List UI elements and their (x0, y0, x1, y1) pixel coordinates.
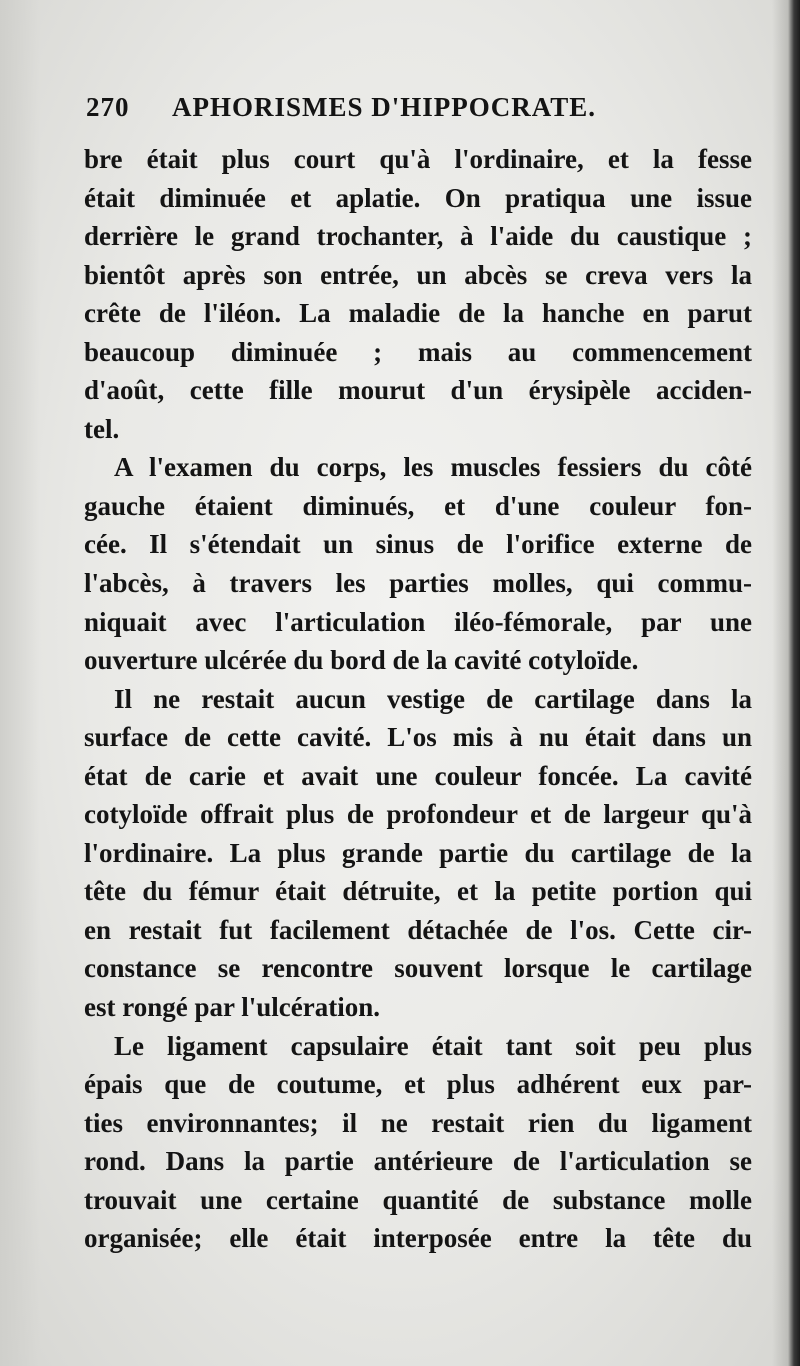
text-line: état de carie et avait une couleur foncée. La cavité (84, 760, 752, 791)
text-line: tel. (84, 413, 120, 444)
page-number: 270 (86, 92, 130, 122)
text-line: surface de cette cavité. L'os mis à nu était dans un (84, 722, 752, 753)
text-line: beaucoup diminuée ; mais au commencement (84, 336, 752, 367)
text-line: était diminuée et aplatie. On pratiqua une issue (84, 182, 752, 213)
body-text (84, 140, 752, 1258)
text-line: est rongé par l'ulcération. (84, 992, 380, 1023)
text-line: l'ordinaire. La plus grande partie du cartilage de la (84, 837, 752, 868)
text-line: épais que de coutume, et plus adhérent eux par- (84, 1069, 752, 1100)
text-line: organisée; elle était interposée entre la tête du (84, 1223, 752, 1254)
text-line: cée. Il s'étendait un sinus de l'orifice externe de (84, 529, 752, 560)
text-line: l'abcès, à travers les parties molles, qui commu- (84, 568, 752, 599)
text-line: gauche étaient diminués, et d'une couleur fon- (84, 490, 752, 521)
text-line: ouverture ulcérée du bord de la cavité cotyloïde. (84, 645, 639, 676)
text-line: Il ne restait aucun vestige de cartilage dans la (114, 683, 752, 714)
text-line: bre était plus court qu'à l'ordinaire, et la fesse (84, 144, 752, 174)
text-line: derrière le grand trochanter, à l'aide du caustique ; (84, 221, 752, 252)
text-line: Le ligament capsulaire était tant soit peu plus (114, 1030, 752, 1061)
text-line: en restait fut facilement détachée de l'os. Cette cir- (84, 914, 752, 945)
page-edge-right (772, 0, 800, 1366)
text-line: niquait avec l'articulation iléo-fémorale, par une (84, 606, 752, 637)
page-shadow-left (0, 0, 40, 1366)
running-head (86, 92, 746, 132)
text-line: crête de l'iléon. La maladie de la hanche en parut (84, 298, 752, 329)
running-title: APHORISMES D'HIPPOCRATE. (172, 92, 597, 122)
text-line: rond. Dans la partie antérieure de l'articulation se (84, 1146, 752, 1177)
text-line: A l'examen du corps, les muscles fessiers du côté (114, 452, 752, 483)
text-line: trouvait une certaine quantité de substance molle (84, 1184, 752, 1215)
text-line: tête du fémur était détruite, et la petite portion qui (84, 876, 752, 907)
text-line: bientôt après son entrée, un abcès se creva vers la (84, 259, 752, 290)
text-line: d'août, cette fille mourut d'un érysipèle acciden- (84, 375, 752, 406)
text-line: constance se rencontre souvent lorsque le cartilage (84, 953, 752, 984)
text-line: ties environnantes; il ne restait rien du ligament (84, 1107, 752, 1138)
text-line: cotyloïde offrait plus de profondeur et de largeur qu'à (84, 799, 752, 830)
